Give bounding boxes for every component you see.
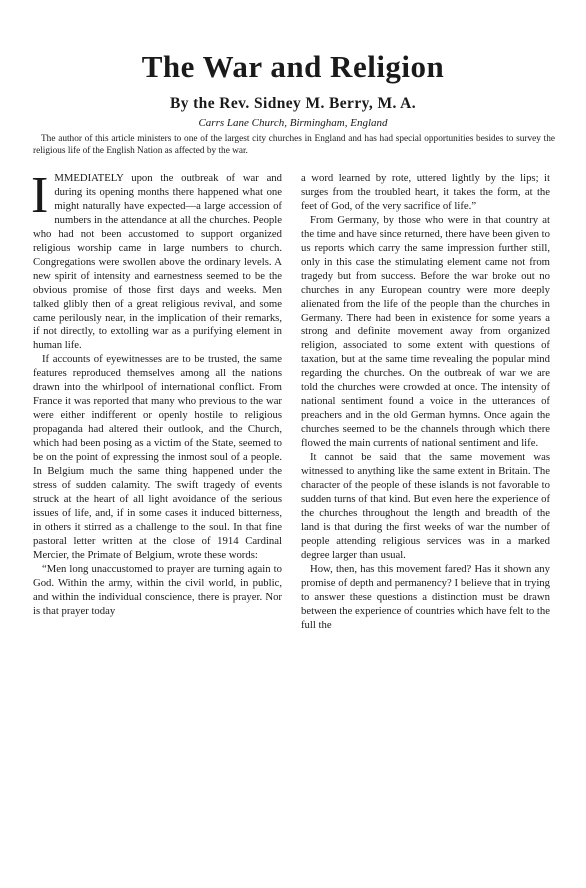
editor-intro-note: The author of this article ministers to one of the largest city churches in England and has had special opportunities besides to survey the religious life of the English Nation as affected by the war.	[33, 134, 555, 156]
paragraph: It cannot be said that the same movement was witnessed to anything like the same extent in Britain. The character of the people of these islands is not favorable to sudden turns of that kind. But even here the experience of the churches throughout the length and breadth of the land is that during the first weeks of war the number of people attending religious services was in a marked degree larger than usual.	[301, 451, 550, 561]
right-column	[301, 172, 550, 632]
article-byline: By the Rev. Sidney M. Berry, M. A.	[169, 95, 417, 112]
author-affiliation: Carrs Lane Church, Birmingham, England	[198, 117, 388, 129]
article-title: The War and Religion	[141, 49, 445, 84]
paragraph: From Germany, by those who were in that country at the time and have since returned, there have been given to us reports which carry the same impression further still, only in this case the stimulating element came not from tragedy but from success. Before the war broke out no churches in any European country were more deeply alienated from the life of the people than the churches in Germany. There had been in existence for some years a strong and definite movement away from organized religion, associated to some extent with questions of taxation, but at the same time revealing the popular mind regarding the churches. On the outbreak of war we are told the churches were crowded at once. The intensity of national sentiment found a voice in the utterances of preachers and in the old German hymns. Once again the churches seemed to be the channels through which there flowed the main currents of national sentiment and life.	[301, 213, 550, 450]
paragraph: If accounts of eyewitnesses are to be trusted, the same features reproduced themselves among all the nations drawn into the whirlpool of international conflict. From France it was reported that many who previous to the war were either indifferent or openly hostile to religious propaganda had altered their outlook, and the Church, which had been posing as a victim of the State, seemed to be on the point of expressing the inmost soul of a people. In Belgium much the same thing happened under the stress of sudden calamity. The swift tragedy of events struck at the heart of all light avoidance of the serious issues of life, and, if in some cases it induced bitterness, in others it stirred as a challenge to the soul. In that fine pastoral letter written at the close of 1914 Cardinal Mercier, the Primate of Belgium, wrote these words:	[33, 353, 282, 561]
paragraph	[31, 167, 282, 353]
quotation-paragraph: “Men long unaccustomed to prayer are turning again to God. Within the army, within the civil world, in public, and within the individual conscience, there is prayer. Nor is that prayer today	[33, 562, 282, 617]
drop-cap: I	[31, 167, 49, 224]
paragraph: a word learned by rote, uttered lightly by the lips; it surges from the troubled heart, it takes the form, at the feet of God, of the very sacrifice of life.”	[301, 172, 550, 212]
paragraph-text: MMEDIATELY upon the outbreak of war and during its opening months there happened what one might naturally have expected—a large accession of numbers in the attendance at all the churches. People who had not been accustomed to support organized religious worship came in large numbers to church. Congregations were swollen above the ordinary levels. A new spirit of intensity and earnestness seemed to be the obvious promise of those first days and weeks. Men talked glibly then of a great religious revival, and some came perilously near, in the implication of their remarks, if not directly, to extolling war as a purifying element in human life.	[33, 172, 282, 352]
paragraph: How, then, has this movement fared? Has it shown any promise of depth and permanency? I believe that in trying to answer these questions a distinction must be drawn between the experience of countries which have felt to the full the	[301, 562, 550, 631]
left-column	[31, 167, 282, 619]
